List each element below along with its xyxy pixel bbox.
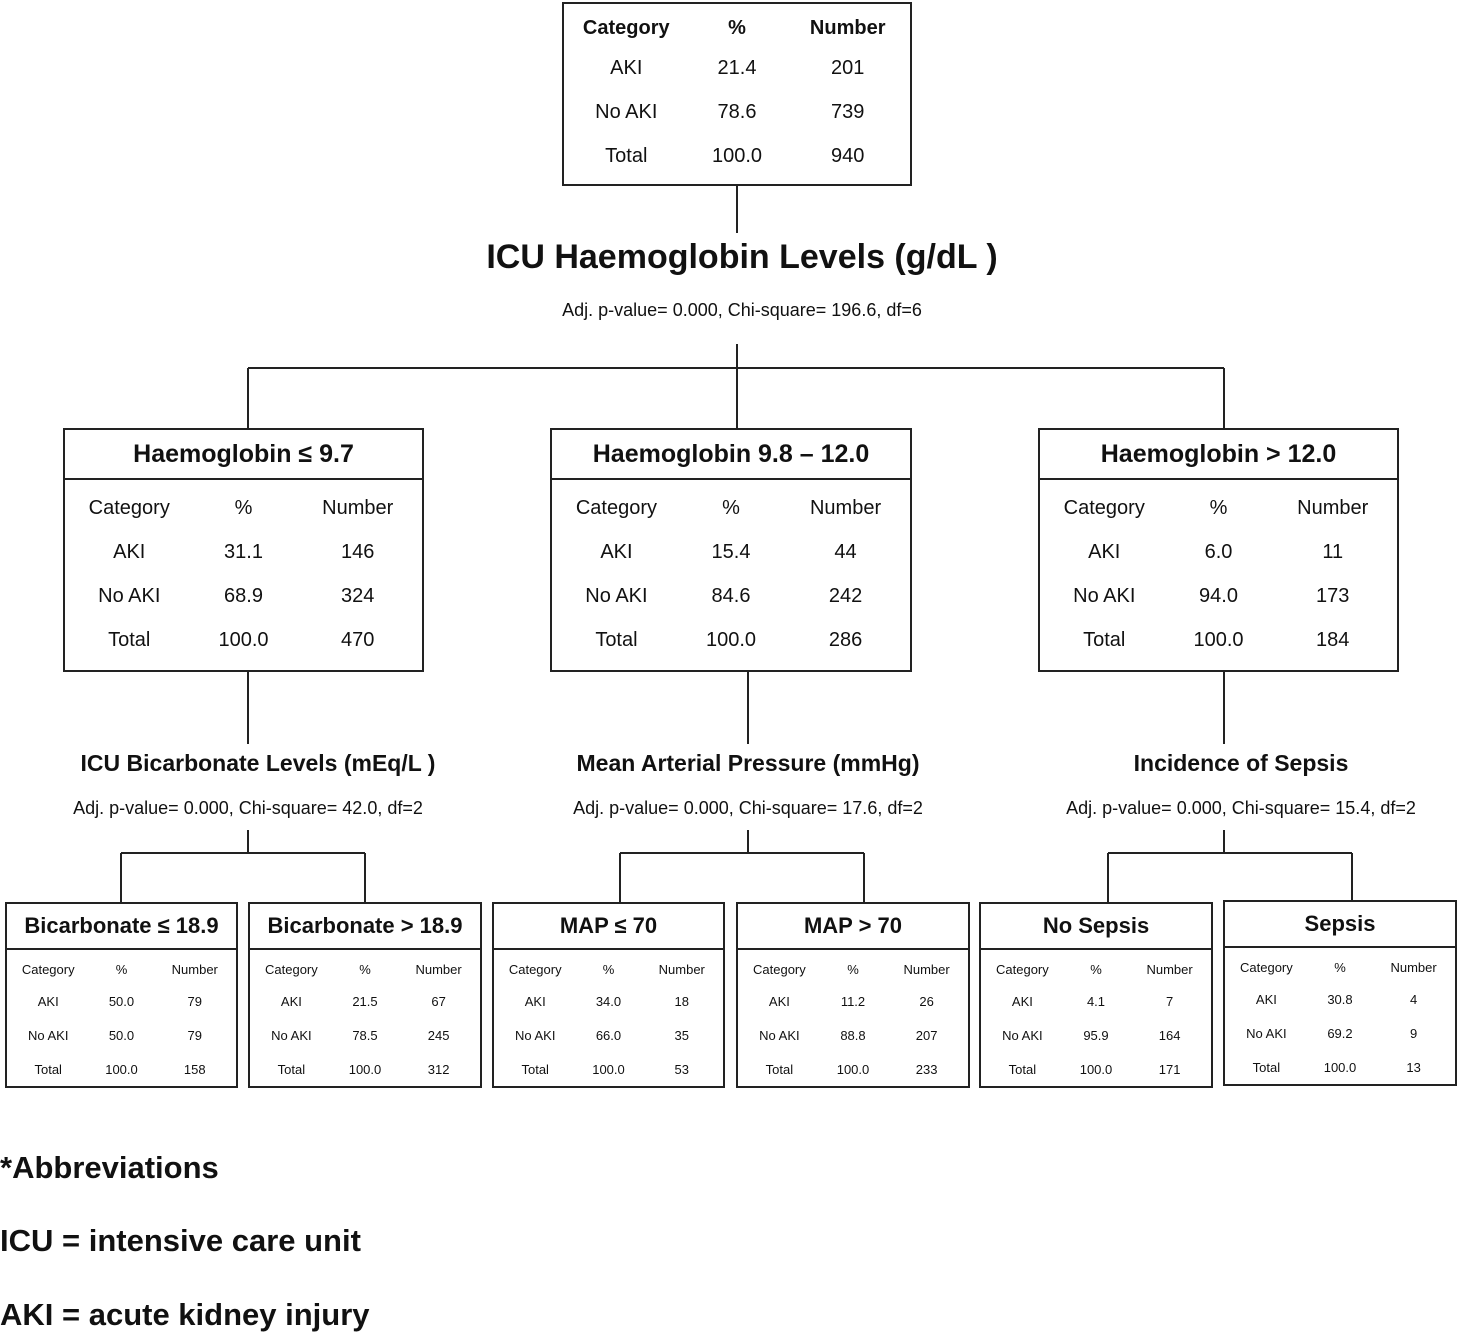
cell-number: 35	[674, 1027, 689, 1043]
split-title-bicarbonate: ICU Bicarbonate Levels (mEq/L )	[80, 750, 436, 776]
header-category: Category	[21, 961, 75, 977]
node-map-high	[736, 902, 970, 1088]
header-number: Number	[809, 496, 882, 519]
cell-category: AKI	[524, 993, 546, 1009]
cell-category: Total	[521, 1061, 549, 1077]
table-row-aki	[981, 984, 1211, 1018]
header-number: Number	[171, 961, 218, 977]
node-title: Haemoglobin > 12.0	[1040, 430, 1397, 480]
root-row-total	[564, 134, 910, 178]
header-percent: %	[728, 16, 746, 39]
cell-category: AKI	[37, 993, 59, 1009]
table-row-aki	[7, 984, 236, 1018]
cell-category: Total	[595, 628, 638, 651]
table-row-no-aki	[1225, 1016, 1455, 1050]
header-number: Number	[903, 961, 950, 977]
node-title: MAP > 70	[738, 904, 968, 950]
table-header-row	[1225, 952, 1455, 982]
cell-number: 44	[834, 540, 857, 563]
table-header-row	[65, 486, 422, 530]
node-bicarb-high	[248, 902, 482, 1088]
cell-category: No AKI	[271, 1027, 312, 1043]
cell-category: Total	[1008, 1061, 1037, 1077]
header-category: Category	[1240, 959, 1293, 975]
cell-number: 739	[831, 100, 865, 123]
cell-number: 13	[1406, 1059, 1421, 1075]
cell-percent: 100.0	[1079, 1061, 1113, 1077]
table-row-no-aki	[981, 1018, 1211, 1052]
header-number: Number	[658, 961, 705, 977]
node-sepsis	[1223, 900, 1457, 1086]
table-row-total	[738, 1052, 968, 1086]
node-title: Haemoglobin 9.8 – 12.0	[552, 430, 910, 480]
cell-percent: 21.4	[717, 56, 757, 79]
table-row-aki	[65, 530, 422, 574]
cell-percent: 100.0	[711, 144, 763, 167]
cell-percent: 34.0	[595, 993, 622, 1009]
cell-number: 53	[674, 1061, 689, 1077]
header-number: Number	[1146, 961, 1193, 977]
cell-number: 11	[1322, 540, 1344, 563]
header-category: Category	[88, 496, 170, 519]
split-stat-bicarbonate: Adj. p-value= 0.000, Chi-square= 42.0, df=2	[73, 798, 423, 818]
cell-category: No AKI	[1002, 1027, 1043, 1043]
header-number: Number	[415, 961, 462, 977]
cell-percent: 100.0	[218, 628, 269, 651]
cell-category: Total	[1083, 628, 1126, 651]
cell-percent: 78.6	[717, 100, 757, 123]
cell-percent: 100.0	[592, 1061, 625, 1077]
header-percent: %	[115, 961, 128, 977]
cell-category: AKI	[600, 540, 633, 563]
header-category: Category	[1063, 496, 1145, 519]
split-stat-sepsis: Adj. p-value= 0.000, Chi-square= 15.4, df=2	[1066, 798, 1416, 818]
table-row-total	[7, 1052, 236, 1086]
node-title: MAP ≤ 70	[494, 904, 723, 950]
cell-category: Total	[765, 1061, 794, 1077]
table-row-no-aki	[65, 574, 422, 618]
header-percent: %	[234, 496, 253, 519]
table-header-row	[494, 954, 723, 984]
table-header-row	[981, 954, 1211, 984]
cell-category: AKI	[610, 56, 643, 79]
table-header-row	[1040, 486, 1397, 530]
cell-percent: 95.9	[1083, 1027, 1109, 1043]
cell-category: No AKI	[759, 1027, 800, 1043]
table-row-no-aki	[738, 1018, 968, 1052]
node-title: Haemoglobin ≤ 9.7	[65, 430, 422, 480]
node-hb-mid	[550, 428, 912, 672]
table-row-aki	[250, 984, 480, 1018]
cell-percent: 100.0	[105, 1061, 138, 1077]
cell-number: 158	[183, 1061, 206, 1077]
legend-heading: *Abbreviations	[0, 1150, 219, 1185]
cell-percent: 100.0	[836, 1061, 870, 1077]
node-title: No Sepsis	[981, 904, 1211, 950]
cell-number: 79	[187, 1027, 202, 1043]
cell-percent: 68.9	[224, 584, 263, 607]
cell-category: Total	[1252, 1059, 1281, 1075]
header-percent: %	[1334, 959, 1346, 975]
table-row-total	[65, 618, 422, 662]
cell-number: 4	[1409, 991, 1418, 1007]
table-row-total	[1040, 618, 1397, 662]
table-row-total	[494, 1052, 723, 1086]
cell-number: 201	[831, 56, 865, 79]
cell-number: 470	[341, 628, 375, 651]
cell-category: AKI	[1088, 540, 1121, 563]
cell-number: 18	[674, 993, 689, 1009]
cell-percent: 4.1	[1086, 993, 1106, 1009]
cell-number: 324	[341, 584, 375, 607]
cell-percent: 66.0	[595, 1027, 622, 1043]
table-row-total	[1225, 1050, 1455, 1084]
root-row-no-aki	[564, 90, 910, 134]
cell-number: 242	[828, 584, 863, 607]
cell-number: 184	[1316, 628, 1350, 651]
cell-category: AKI	[1255, 991, 1277, 1007]
split-title-sepsis: Incidence of Sepsis	[1133, 750, 1349, 776]
table-row-aki	[1040, 530, 1397, 574]
cell-category: No AKI	[1073, 584, 1136, 607]
cell-number: 173	[1316, 584, 1350, 607]
cell-percent: 50.0	[108, 993, 135, 1009]
node-title: Bicarbonate ≤ 18.9	[7, 904, 236, 950]
cell-percent: 100.0	[705, 628, 757, 651]
header-percent: %	[1209, 496, 1228, 519]
table-row-no-aki	[494, 1018, 723, 1052]
cell-percent: 50.0	[108, 1027, 135, 1043]
table-row-no-aki	[552, 574, 910, 618]
table-row-aki	[494, 984, 723, 1018]
cell-number: 207	[915, 1027, 938, 1043]
table-row-no-aki	[7, 1018, 236, 1052]
header-percent: %	[1090, 961, 1102, 977]
cell-number: 7	[1165, 993, 1174, 1009]
table-row-total	[250, 1052, 480, 1086]
table-header-row	[552, 486, 910, 530]
table-row-no-aki	[1040, 574, 1397, 618]
cell-category: AKI	[1011, 993, 1033, 1009]
header-number: Number	[809, 16, 886, 39]
cell-category: Total	[108, 628, 151, 651]
root-header-row	[564, 10, 910, 46]
header-percent: %	[847, 961, 859, 977]
cell-number: 146	[341, 540, 375, 563]
cell-percent: 100.0	[1193, 628, 1244, 651]
cell-number: 26	[919, 993, 934, 1009]
header-number: Number	[1390, 959, 1437, 975]
cell-number: 79	[187, 993, 202, 1009]
header-category: Category	[265, 961, 318, 977]
cell-category: No AKI	[1246, 1025, 1287, 1041]
table-row-total	[552, 618, 910, 662]
table-header-row	[7, 954, 236, 984]
table-row-no-aki	[250, 1018, 480, 1052]
cell-category: No AKI	[595, 100, 658, 123]
cell-percent: 88.8	[840, 1027, 866, 1043]
cell-category: Total	[34, 1061, 62, 1077]
header-percent: %	[359, 961, 371, 977]
table-row-total	[981, 1052, 1211, 1086]
root-split-title: ICU Haemoglobin Levels (g/dL )	[486, 238, 998, 276]
cell-category: Total	[277, 1061, 306, 1077]
cell-number: 171	[1158, 1061, 1181, 1077]
cell-category: Total	[605, 144, 648, 167]
table-header-row	[738, 954, 968, 984]
root-split-stat: Adj. p-value= 0.000, Chi-square= 196.6, df=6	[562, 300, 922, 320]
root-node	[562, 2, 912, 186]
header-number: Number	[322, 496, 394, 519]
node-title: Bicarbonate > 18.9	[250, 904, 480, 950]
cell-number: 67	[431, 993, 446, 1009]
split-title-map: Mean Arterial Pressure (mmHg)	[576, 750, 920, 776]
cell-number: 312	[427, 1061, 450, 1077]
cell-percent: 100.0	[348, 1061, 382, 1077]
cell-percent: 100.0	[1323, 1059, 1357, 1075]
cell-number: 164	[1158, 1027, 1181, 1043]
cell-number: 245	[427, 1027, 450, 1043]
header-category: Category	[508, 961, 562, 977]
cell-number: 233	[915, 1061, 938, 1077]
cell-category: No AKI	[514, 1027, 556, 1043]
cell-category: No AKI	[27, 1027, 69, 1043]
cell-percent: 6.0	[1204, 540, 1233, 563]
cell-percent: 84.6	[711, 584, 751, 607]
node-title: Sepsis	[1225, 902, 1455, 948]
node-hb-high	[1038, 428, 1399, 672]
legend-item-aki: AKI = acute kidney injury	[0, 1297, 370, 1332]
table-header-row	[250, 954, 480, 984]
legend-item-icu: ICU = intensive care unit	[0, 1223, 361, 1258]
split-stat-map: Adj. p-value= 0.000, Chi-square= 17.6, df=2	[573, 798, 923, 818]
cell-percent: 69.2	[1327, 1025, 1353, 1041]
header-category: Category	[753, 961, 806, 977]
cell-number: 9	[1409, 1025, 1418, 1041]
header-percent: %	[602, 961, 615, 977]
cell-category: AKI	[113, 540, 146, 563]
cell-percent: 30.8	[1327, 991, 1353, 1007]
table-row-aki	[738, 984, 968, 1018]
node-bicarb-low	[5, 902, 238, 1088]
cell-category: AKI	[768, 993, 790, 1009]
cell-percent: 31.1	[224, 540, 263, 563]
node-no-sepsis	[979, 902, 1213, 1088]
header-category: Category	[996, 961, 1049, 977]
cell-percent: 11.2	[840, 993, 866, 1009]
cell-category: No AKI	[98, 584, 161, 607]
header-percent: %	[722, 496, 740, 519]
table-row-aki	[552, 530, 910, 574]
cell-number: 940	[831, 144, 865, 167]
cell-percent: 15.4	[711, 540, 751, 563]
cell-category: AKI	[280, 993, 302, 1009]
node-hb-low	[63, 428, 424, 672]
header-number: Number	[1297, 496, 1369, 519]
header-category: Category	[582, 16, 670, 39]
cell-percent: 94.0	[1199, 584, 1238, 607]
cell-percent: 21.5	[352, 993, 378, 1009]
table-row-aki	[1225, 982, 1455, 1016]
node-map-low	[492, 902, 725, 1088]
cell-percent: 78.5	[352, 1027, 378, 1043]
cell-category: No AKI	[585, 584, 648, 607]
header-category: Category	[575, 496, 658, 519]
cell-number: 286	[828, 628, 863, 651]
root-row-aki	[564, 46, 910, 90]
